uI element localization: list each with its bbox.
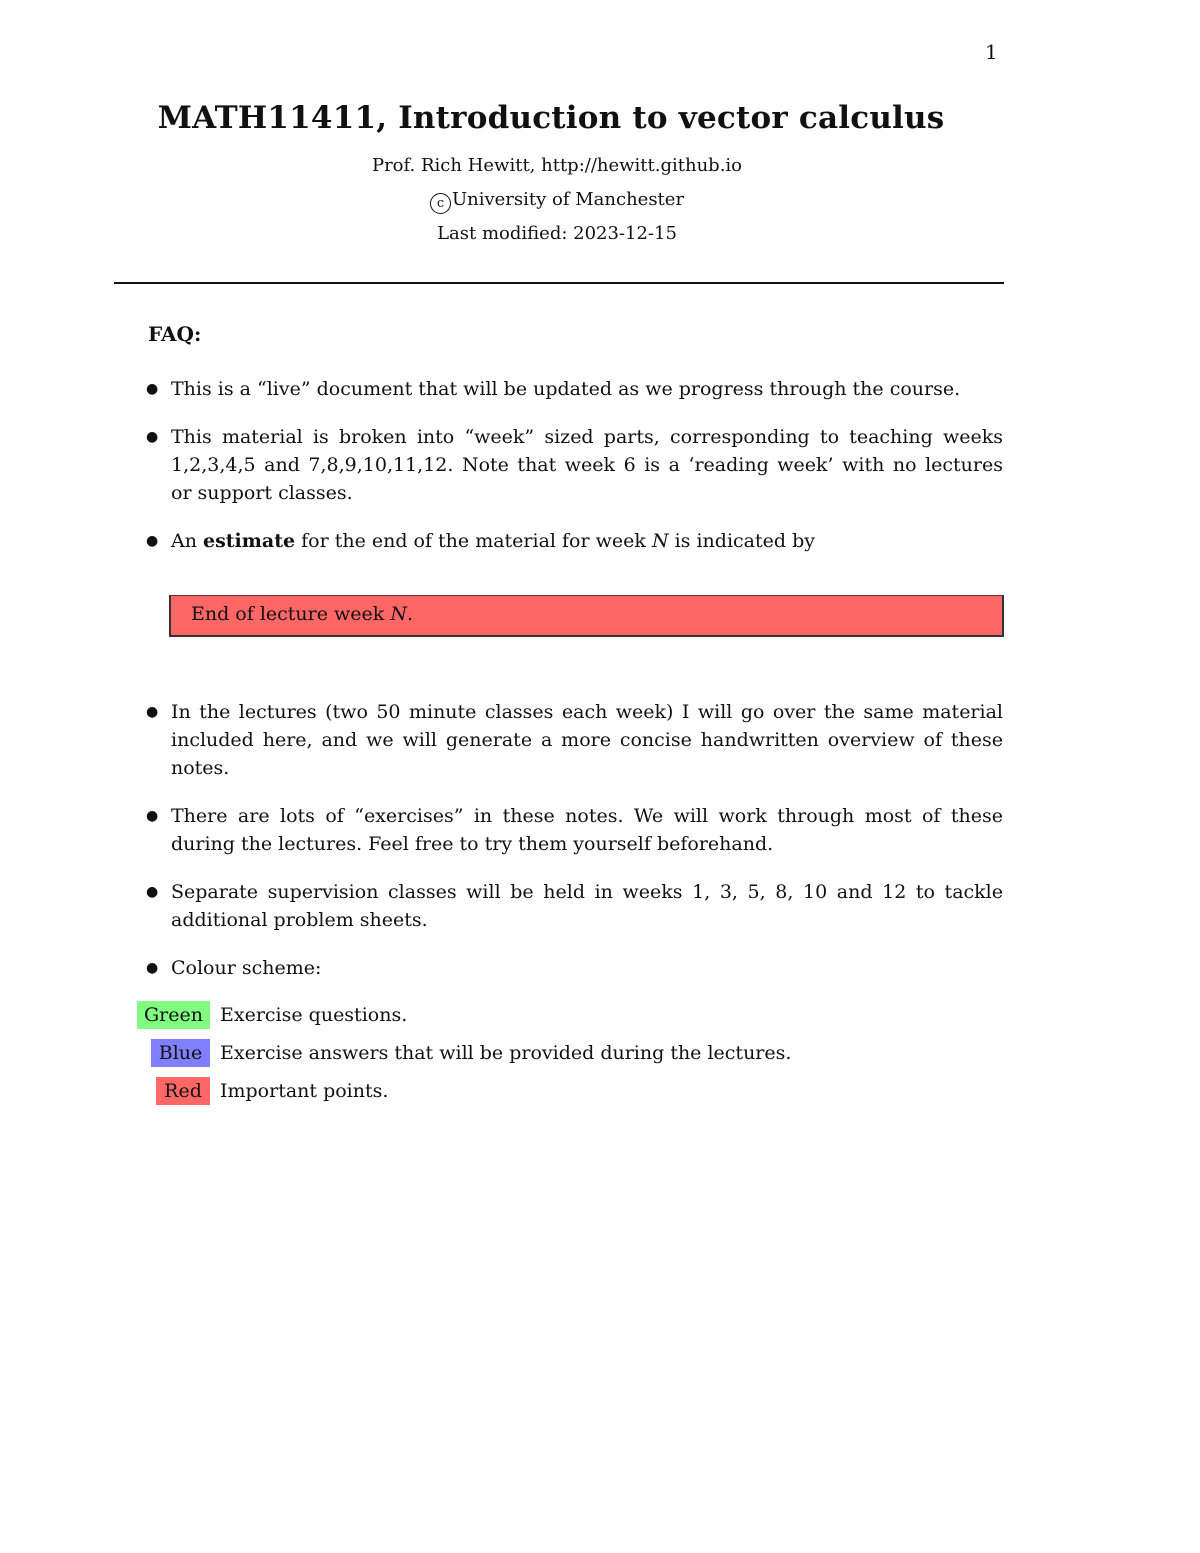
bullet-icon: ● [146, 884, 159, 900]
blue-swatch: Blue [151, 1039, 210, 1067]
blue-description: Exercise answers that will be provided during the lectures. [220, 1042, 792, 1064]
red-description: Important points. [220, 1080, 389, 1102]
copyright-line [0, 189, 1114, 214]
faq-item-line: This material is broken into “week” sized parts, corresponding to teaching weeks [171, 426, 1003, 448]
bullet-icon: ● [146, 533, 159, 549]
page-number: 1 [985, 40, 998, 64]
red-swatch: Red [156, 1077, 210, 1105]
bullet-icon: ● [146, 960, 159, 976]
faq-item-line: notes. [171, 757, 230, 779]
faq-item [171, 375, 1003, 403]
bullet-icon: ● [146, 381, 159, 397]
faq-item-line: Colour scheme: [171, 957, 322, 979]
end-of-lecture-box [169, 595, 1004, 637]
item-prefix: An [171, 530, 203, 552]
faq-item-line: This is a “live” document that will be updated as we progress through the course. [171, 378, 961, 400]
faq-item-line: In the lectures (two 50 minute classes each week) I will go over the same material [171, 701, 1003, 723]
green-swatch: Green [137, 1001, 210, 1029]
faq-item [171, 698, 1003, 782]
faq-item-line: included here, and we will generate a more concise handwritten overview of these [171, 729, 1003, 751]
box-label: End of lecture week [191, 603, 391, 625]
bullet-icon: ● [146, 704, 159, 720]
green-description: Exercise questions. [220, 1004, 408, 1026]
bullet-icon: ● [146, 429, 159, 445]
item-suffix: is indicated by [668, 530, 815, 552]
copyright-icon: c [430, 193, 451, 214]
copyright-text: University of Manchester [451, 189, 685, 210]
faq-item [171, 527, 1003, 555]
bullet-icon: ● [146, 808, 159, 824]
math-variable: N [651, 530, 669, 552]
estimate-word: estimate [203, 530, 296, 552]
faq-item-line: 1,2,3,4,5 and 7,8,9,10,11,12. Note that week 6 is a ‘reading week’ with no lectures [171, 454, 1003, 476]
faq-item [171, 954, 1003, 982]
faq-item-line: during the lectures. Feel free to try them yourself beforehand. [171, 833, 774, 855]
item-middle: for the end of the material for week [295, 530, 652, 552]
box-period: . [406, 603, 413, 625]
author-line: Prof. Rich Hewitt, http://hewitt.github.io [371, 155, 743, 176]
math-variable: N [390, 603, 407, 625]
faq-item-line [171, 527, 1003, 555]
faq-item [171, 802, 1003, 858]
faq-item-line: additional problem sheets. [171, 909, 428, 931]
faq-item [171, 878, 1003, 934]
end-of-lecture-text [191, 603, 413, 625]
last-modified: Last modified: 2023-12-15 [437, 223, 677, 244]
faq-item-line: Separate supervision classes will be held in weeks 1, 3, 5, 8, 10 and 12 to tackle [171, 881, 1003, 903]
faq-item-line: or support classes. [171, 482, 353, 504]
document-title: MATH11411, Introduction to vector calculus [157, 100, 945, 136]
faq-item [171, 423, 1003, 507]
faq-heading: FAQ: [148, 322, 202, 346]
horizontal-rule [114, 282, 1004, 284]
faq-item-line: There are lots of “exercises” in these notes. We will work through most of these [171, 805, 1003, 827]
